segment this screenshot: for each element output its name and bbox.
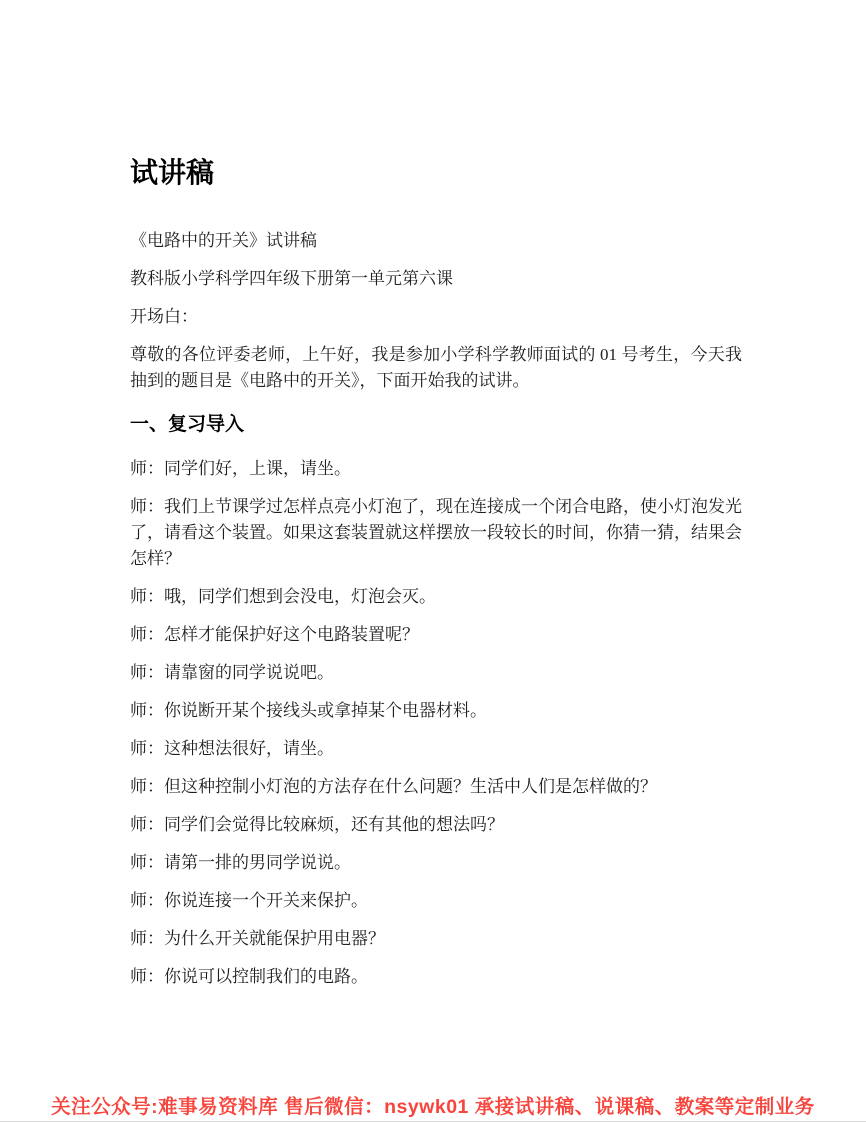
dialogue-line: 师：请靠窗的同学说说吧。 — [130, 663, 334, 682]
section-heading: 一、复习导入 — [130, 414, 245, 435]
dialogue-line: 师：但这种控制小灯泡的方法存在什么问题？生活中人们是怎样做的？ — [130, 777, 657, 796]
dialogue-line: 师：同学们会觉得比较麻烦，还有其他的想法吗？ — [130, 815, 504, 834]
dialogue-line: 师：我们上节课学过怎样点亮小灯泡了，现在连接成一个闭合电路，使小灯泡发光了，请看这个装置。如果这套装置就这样摆放一段较长的时间，你猜一猜，结果会怎样？ — [130, 497, 742, 568]
opening-paragraph: 尊敬的各位评委老师，上午好，我是参加小学科学教师面试的 01 号考生，今天我抽到的题目是《电路中的开关》，下面开始我的试讲。 — [130, 345, 742, 390]
footer-promo-text: 关注公众号:难事易资料库 售后微信：nsywk01 承接试讲稿、说课稿、教案等定制业务 — [51, 1096, 815, 1118]
dialogue-line: 师：请第一排的男同学说说。 — [130, 853, 351, 872]
dialogue-line: 师：同学们好，上课，请坐。 — [130, 459, 351, 478]
dialogue-line: 师：你说断开某个接线头或拿掉某个电器材料。 — [130, 701, 487, 720]
dialogue-line: 师：怎样才能保护好这个电路装置呢？ — [130, 625, 419, 644]
dialogue-line: 师：为什么开关就能保护用电器？ — [130, 929, 385, 948]
document-content — [130, 156, 742, 1002]
dialogue-line: 师：你说可以控制我们的电路。 — [130, 967, 368, 986]
intro-paragraph: 开场白： — [130, 307, 198, 326]
footer-promo-banner — [0, 1095, 866, 1119]
intro-paragraph: 教科版小学科学四年级下册第一单元第六课 — [130, 269, 453, 288]
intro-paragraph: 《电路中的开关》试讲稿 — [130, 231, 317, 250]
dialogue-line: 师：你说连接一个开关来保护。 — [130, 891, 368, 910]
dialogue-line: 师：这种想法很好，请坐。 — [130, 739, 334, 758]
dialogue-line: 师：哦，同学们想到会没电，灯泡会灭。 — [130, 587, 436, 606]
document-title: 试讲稿 — [130, 158, 215, 189]
